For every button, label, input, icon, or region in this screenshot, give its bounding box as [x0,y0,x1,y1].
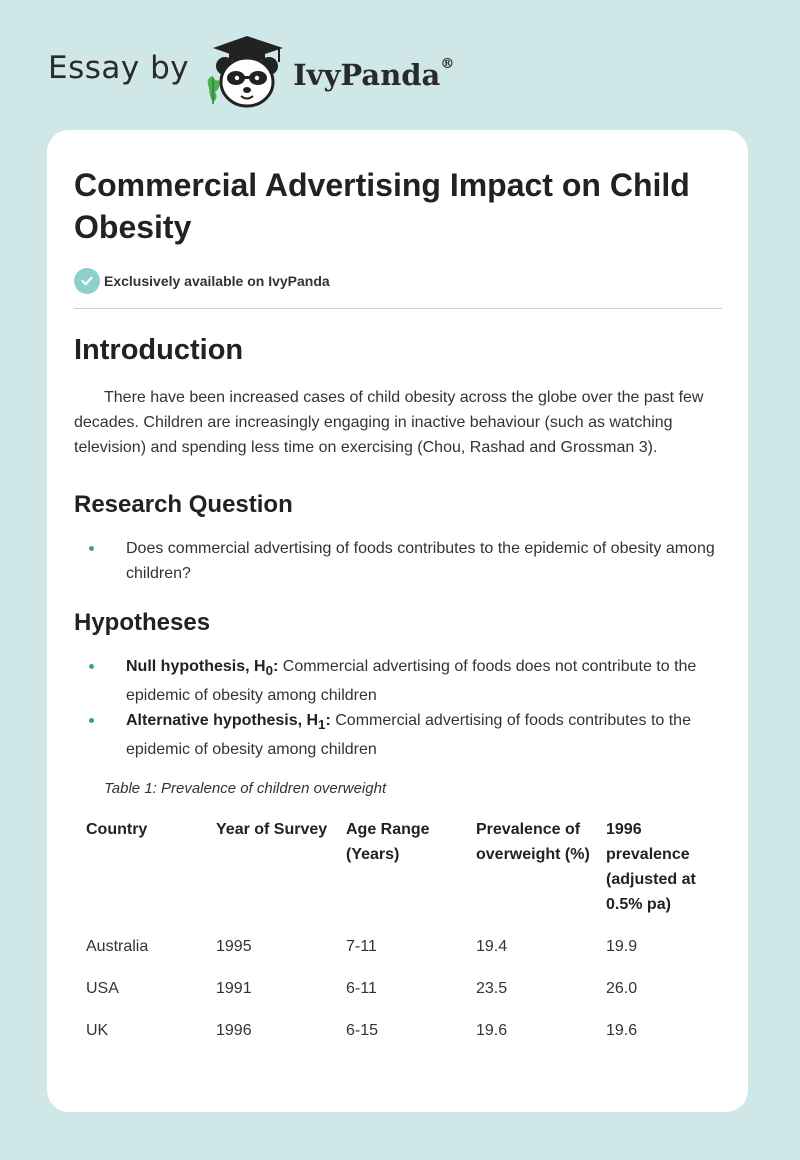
null-hypothesis-item [74,654,722,708]
alternative-hypothesis-label: Alternative hypothesis, $H_1$: [126,712,331,733]
hypotheses-list [74,654,722,762]
alternative-hypothesis-text: Commercial advertising of foods contributes to the epidemic of obesity among children [126,712,691,759]
column-header-prevalence: Prevalence of overweight (%) [476,821,590,864]
table-cell: 7-11 [346,938,377,956]
null-hypothesis-label: Null hypothesis, $H_0$: [126,658,279,679]
table-cell: 23.5 [476,980,508,998]
table-row [74,1018,724,1060]
essay-card [47,130,748,1112]
table-cell: 19.6 [476,1022,508,1040]
table-row [74,976,724,1018]
section-heading-introduction: Introduction [74,334,244,366]
research-question-list [74,536,722,586]
site-header [48,32,454,112]
research-question-section [74,490,722,586]
table-cell: 19.9 [606,938,638,956]
table-cell: 1995 [216,938,252,956]
exclusive-text: Exclusively available on IvyPanda [104,273,330,289]
table-cell: 6-11 [346,980,377,998]
section-heading-research-question: Research Question [74,491,293,518]
column-header-year: Year of Survey [216,821,328,839]
alternative-hypothesis-item [74,708,722,762]
ivypanda-logo-icon[interactable] [203,32,289,112]
column-header-adjusted-prevalence: 1996 prevalence (adjusted at 0.5% pa) [606,821,696,914]
table-cell: 1996 [216,1022,252,1040]
table-caption: Table 1: Prevalence of children overweight [104,780,387,798]
check-icon [74,268,100,294]
introduction-paragraph: There have been increased cases of child obesity across the globe over the past few decades. Children are increasingly engaging in inactive behaviour (such as watching television) and spending less time on exercising (Chou, Rashad and Grossman 3). [74,389,704,456]
brand-prefix: Essay by [48,50,190,86]
column-header-age-range: Age Range (Years) [346,821,430,864]
column-header-country: Country [86,821,148,839]
null-hypothesis-text: Commercial advertising of foods does not contribute to the epidemic of obesity among children [126,658,697,705]
brand-name[interactable]: IvyPanda® [293,56,455,92]
list-item: Does commercial advertising of foods contributes to the epidemic of obesity among children? [74,536,722,586]
essay-title: Commercial Advertising Impact on Child Obesity [74,167,690,245]
table-header-row [74,817,724,934]
table-cell: 1991 [216,980,252,998]
table-cell: 19.4 [476,938,508,956]
registered-mark: ® [440,56,455,72]
section-heading-hypotheses: Hypotheses [74,609,211,636]
divider [74,308,722,309]
table-cell: UK [86,1022,109,1040]
table-cell: USA [86,980,119,998]
table-cell: 6-15 [346,1022,379,1040]
hypotheses-section [74,608,722,762]
table-cell: 19.6 [606,1022,638,1040]
table-row [74,934,724,976]
table-cell: 26.0 [606,980,638,998]
prevalence-table [74,817,724,1060]
exclusive-badge [74,268,722,294]
table-cell: Australia [86,938,149,956]
